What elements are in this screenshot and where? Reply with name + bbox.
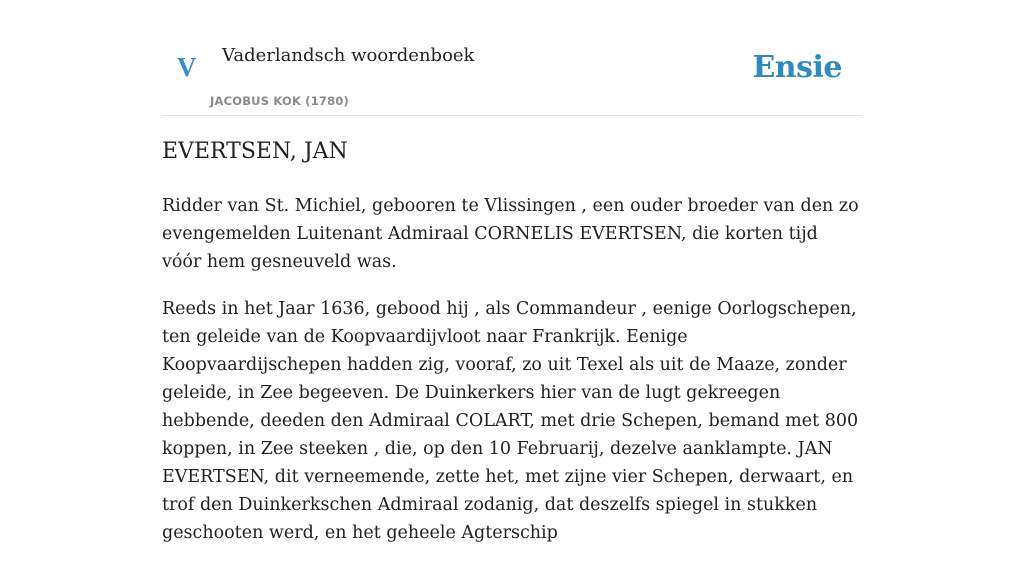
entry-paragraph: Ridder van St. Michiel, gebooren te Vlissingen , een ouder broeder van den zo evengemelden Luitenant Admiraal CORNELIS EVERTSEN, die korten tijd vóór hem gesneuveld was.: [162, 196, 859, 272]
entry-content: [162, 192, 862, 566]
ensie-logo[interactable]: Ensie: [752, 50, 842, 85]
book-title[interactable]: Vaderlandsch woordenboek: [222, 45, 475, 66]
book-letter-icon[interactable]: V: [177, 52, 197, 82]
entry-title: EVERTSEN, JAN: [162, 139, 348, 164]
header: [162, 0, 862, 116]
entry-paragraph: Reeds in het Jaar 1636, gebood hij , als Commandeur , eenige Oorlogschepen, ten geleide van de Koopvaardijvloot naar Frankrijk. Eenige Koopvaardijschepen hadden zig, vooraf, zo uit Texel als uit de Maaze, zonder geleide, in Zee begeeven. De Duinkerkers hier van de lugt gekreegen hebbende, deeden den Admiraal COLART, met drie Schepen, bemand met 800 koppen, in Zee steeken , die, op den 10 Februarij, dezelve aanklampte. JAN EVERTSEN, dit verneemende, zette het, met zijne vier Schepen, derwaart, en trof den Duinkerkschen Admiraal zodanig, dat deszelfs spiegel in stukken geschooten werd, en het geheele Agterschip: [162, 299, 859, 543]
book-author: JACOBUS KOK (1780): [210, 94, 349, 108]
page: [162, 0, 862, 543]
